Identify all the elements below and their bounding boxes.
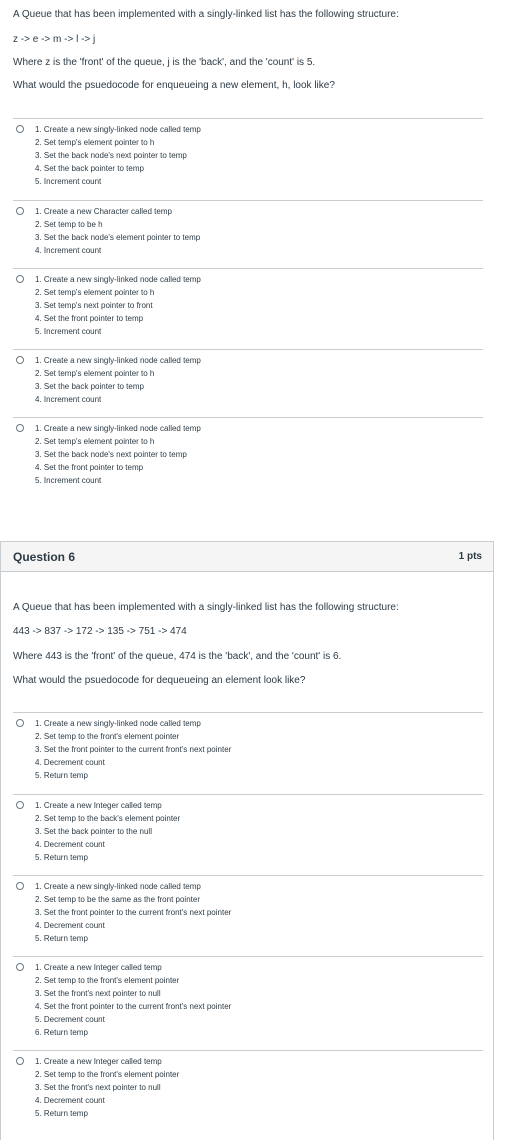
- radio-button[interactable]: [16, 963, 24, 971]
- q5-where: Where z is the 'front' of the queue, j is the 'back', and the 'count' is 5.: [13, 57, 316, 68]
- answer-step: 5. Increment count: [35, 476, 102, 485]
- answer-step: 2. Set temp to the front's element pointer: [35, 732, 180, 741]
- answer-step: 1. Create a new Integer called temp: [35, 801, 162, 810]
- q6-prompt: What would the psuedocode for dequeueing an element look like?: [13, 675, 306, 686]
- answer-step: 1. Create a new singly-linked node called temp: [35, 882, 201, 891]
- answer-step: 4. Decrement count: [35, 840, 105, 849]
- answer-step: 2. Set temp's element pointer to h: [35, 437, 155, 446]
- q5-intro: A Queue that has been implemented with a singly-linked list has the following structure:: [13, 9, 399, 20]
- answer-step: 3. Set the back pointer to temp: [35, 382, 144, 391]
- answer-option[interactable]: [13, 417, 483, 485]
- answer-step: 3. Set the front pointer to the current front's next pointer: [35, 908, 232, 917]
- answer-option[interactable]: [13, 349, 483, 404]
- answer-option[interactable]: [13, 118, 483, 186]
- answer-step: 5. Return temp: [35, 934, 88, 943]
- radio-button[interactable]: [16, 882, 24, 890]
- answer-step: 4. Set the front pointer to temp: [35, 314, 144, 323]
- answer-step: 2. Set temp's element pointer to h: [35, 288, 155, 297]
- answer-step: 3. Set the back node's next pointer to temp: [35, 450, 187, 459]
- answer-step: 3. Set the back node's next pointer to temp: [35, 151, 187, 160]
- answer-step: 2. Set temp's element pointer to h: [35, 138, 155, 147]
- q6-where: Where 443 is the 'front' of the queue, 474 is the 'back', and the 'count' is 6.: [13, 651, 342, 662]
- question-points: 1 pts: [458, 551, 482, 562]
- answer-step: 4. Set the front pointer to temp: [35, 463, 144, 472]
- answer-step: 4. Set the front pointer to the current front's next pointer: [35, 1002, 232, 1011]
- answer-step: 1. Create a new singly-linked node called temp: [35, 275, 201, 284]
- answer-option[interactable]: [13, 268, 483, 336]
- answer-step: 4. Set the back pointer to temp: [35, 164, 144, 173]
- answer-step: 3. Set the front's next pointer to null: [35, 1083, 161, 1092]
- answer-option[interactable]: [13, 875, 483, 943]
- radio-button[interactable]: [16, 719, 24, 727]
- answer-option[interactable]: [13, 200, 483, 255]
- answer-step: 5. Return temp: [35, 853, 88, 862]
- answer-step: 5. Increment count: [35, 177, 102, 186]
- answer-step: 1. Create a new Integer called temp: [35, 963, 162, 972]
- radio-button[interactable]: [16, 801, 24, 809]
- answer-step: 4. Decrement count: [35, 921, 105, 930]
- answer-step: 5. Return temp: [35, 1109, 88, 1118]
- answer-option[interactable]: [13, 794, 483, 862]
- radio-button[interactable]: [16, 275, 24, 283]
- answer-step: 4. Decrement count: [35, 758, 105, 767]
- answer-step: 2. Set temp to the front's element pointer: [35, 976, 180, 985]
- answer-step: 3. Set the back node's element pointer to temp: [35, 233, 201, 242]
- answer-step: 1. Create a new singly-linked node called temp: [35, 125, 201, 134]
- answer-step: 4. Increment count: [35, 395, 102, 404]
- answer-step: 2. Set temp to be h: [35, 220, 103, 229]
- radio-button[interactable]: [16, 356, 24, 364]
- radio-button[interactable]: [16, 125, 24, 133]
- answer-step: 1. Create a new Character called temp: [35, 207, 172, 216]
- q6-intro: A Queue that has been implemented with a singly-linked list has the following structure:: [13, 602, 399, 613]
- answer-step: 2. Set temp to be the same as the front pointer: [35, 895, 200, 904]
- radio-button[interactable]: [16, 424, 24, 432]
- radio-button[interactable]: [16, 1057, 24, 1065]
- question-title: Question 6: [13, 550, 76, 564]
- answer-step: 5. Return temp: [35, 771, 88, 780]
- q5-prompt: What would the psuedocode for enqueueing a new element, h, look like?: [13, 80, 335, 91]
- question-6-header: [0, 541, 494, 572]
- radio-button[interactable]: [16, 207, 24, 215]
- answer-step: 2. Set temp's element pointer to h: [35, 369, 155, 378]
- answer-step: 2. Set temp to the back's element pointer: [35, 814, 181, 823]
- answer-step: 3. Set the front's next pointer to null: [35, 989, 161, 998]
- answer-option[interactable]: [13, 712, 483, 780]
- answer-step: 4. Increment count: [35, 246, 102, 255]
- answer-option[interactable]: [13, 956, 483, 1037]
- answer-step: 5. Increment count: [35, 327, 102, 336]
- answer-option[interactable]: [13, 1050, 483, 1118]
- answer-step: 1. Create a new singly-linked node called temp: [35, 356, 201, 365]
- answer-step: 2. Set temp to the front's element pointer: [35, 1070, 180, 1079]
- answer-step: 1. Create a new singly-linked node called temp: [35, 719, 201, 728]
- answer-step: 3. Set the back pointer to the null: [35, 827, 152, 836]
- q5-structure: z -> e -> m -> l -> j: [13, 34, 96, 45]
- answer-step: 4. Decrement count: [35, 1096, 105, 1105]
- answer-step: 1. Create a new singly-linked node called temp: [35, 424, 201, 433]
- answer-step: 5. Decrement count: [35, 1015, 105, 1024]
- q6-structure: 443 -> 837 -> 172 -> 135 -> 751 -> 474: [13, 626, 187, 637]
- answer-step: 3. Set the front pointer to the current front's next pointer: [35, 745, 232, 754]
- answer-step: 1. Create a new Integer called temp: [35, 1057, 162, 1066]
- answer-step: 3. Set temp's next pointer to front: [35, 301, 153, 310]
- answer-step: 6. Return temp: [35, 1028, 88, 1037]
